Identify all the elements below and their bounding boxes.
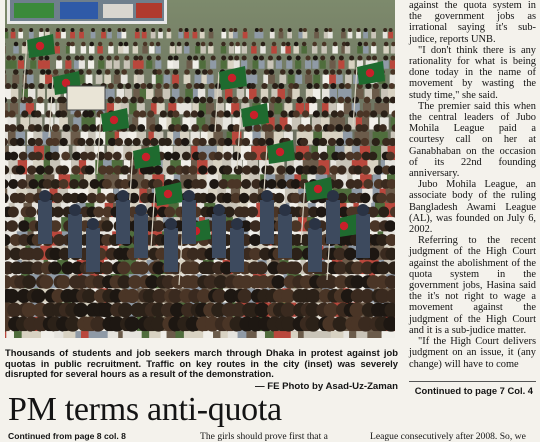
story-fragment: The girls should prove first that a	[200, 431, 328, 442]
article-column	[409, 0, 536, 370]
headline: PM terms anti-quota	[8, 392, 282, 428]
paragraph: The premier said this when the central leaders of Jubo Mohila League paid a courtesy call on her at Ganabhaban on the occasion of its 22nd founding anniversary.	[409, 101, 536, 179]
continued-note: Continued to page 7 Col. 4	[409, 385, 533, 396]
paragraph: "If the High Court delivers judgment on an issue, it (any change) will have to come	[409, 336, 536, 370]
paragraph: Referring to the recent judgment of the High Court against the abolishment of the quota system in the government jobs, Hasina said the it's not right to wage a movement against the judgment of the High Court and it is a sub-judice matter.	[409, 235, 536, 336]
news-photo	[5, 0, 395, 338]
paragraph: against the quota system in the government jobs as irrational saying it's sub-judice, reports UNB.	[409, 0, 536, 45]
story-fragment: League consecutively after 2008. So, we	[370, 431, 526, 442]
photo-caption: Thousands of students and job seekers march through Dhaka in protest against job quotas in public recruitment. Traffic on key routes in the city (inset) was severely disrupted for several hours as a result of the demonstration.	[5, 348, 398, 380]
column-divider	[409, 381, 536, 382]
paragraph: "I don't think there is any rationality for what is being done today in the name of movement by wasting the study time," she said.	[409, 45, 536, 101]
placard	[67, 86, 105, 110]
continued-from-note: Continued from page 8 col. 8	[8, 431, 126, 442]
paragraph: Jubo Mohila League, an associate body of the ruling Bangladesh Awami League (AL), was founded on July 6, 2002.	[409, 179, 536, 235]
photo-credit: — FE Photo by Asad-Uz-Zaman	[5, 381, 398, 392]
protest-march-photo	[5, 0, 395, 338]
